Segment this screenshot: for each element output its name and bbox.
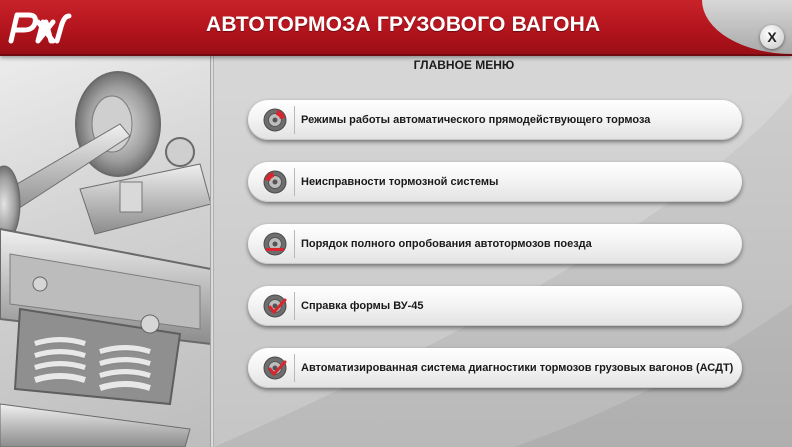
main-menu-area — [214, 54, 792, 447]
brake-disc-icon — [263, 108, 287, 132]
menu-item-asdt[interactable] — [248, 348, 742, 388]
menu-item-brake-faults[interactable] — [248, 162, 742, 202]
bogie-illustration — [0, 54, 211, 447]
app-header — [0, 0, 792, 56]
brake-disc-check-icon — [263, 356, 287, 380]
separator — [294, 230, 295, 258]
brake-disc-icon — [263, 232, 287, 256]
separator — [294, 354, 295, 382]
bogie-drawing — [0, 54, 211, 447]
menu-item-vu45-form[interactable] — [248, 286, 742, 326]
app-title: АВТОТОРМОЗА ГРУЗОВОГО ВАГОНА — [206, 13, 601, 36]
close-button[interactable]: X — [760, 25, 784, 49]
separator — [294, 168, 295, 196]
brake-disc-check-icon — [263, 294, 287, 318]
rzd-logo — [7, 10, 73, 44]
menu-item-label: Автоматизированная система диагностики тормозов грузовых вагонов (АСДТ) — [301, 362, 734, 374]
menu-item-brake-modes[interactable] — [248, 100, 742, 140]
panel-divider — [210, 54, 214, 447]
menu-item-label: Неисправности тормозной системы — [301, 176, 499, 188]
menu-item-label: Режимы работы автоматического прямодействующего тормоза — [301, 114, 651, 126]
menu-item-label: Справка формы ВУ-45 — [301, 300, 424, 312]
brake-disc-icon — [263, 170, 287, 194]
menu-title: ГЛАВНОЕ МЕНЮ — [413, 58, 515, 72]
separator — [294, 292, 295, 320]
menu-item-full-brake-test[interactable] — [248, 224, 742, 264]
separator — [294, 106, 295, 134]
menu-item-label: Порядок полного опробования автотормозов поезда — [301, 238, 592, 250]
